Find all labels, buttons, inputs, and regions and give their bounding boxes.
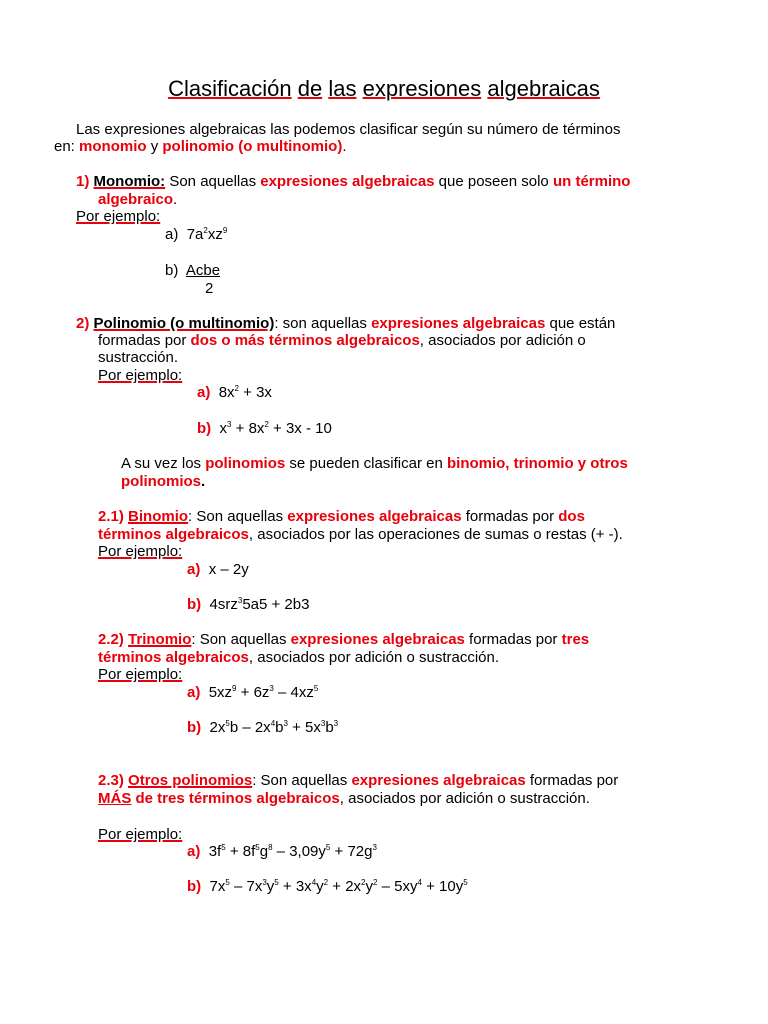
example-label: b) — [197, 420, 212, 437]
subclass-intro-line-2 — [121, 473, 205, 491]
intro-line-1 — [76, 121, 620, 139]
expr-part: – 7x — [229, 878, 263, 895]
expr-part: + 72g — [330, 843, 373, 860]
subclass-intro-line-1 — [121, 455, 628, 473]
highlight-text: expresiones algebraicas — [290, 631, 465, 648]
section-text: se pueden clasificar en — [285, 455, 447, 472]
intro-text: en: — [54, 138, 80, 155]
expr-part: + 10y — [421, 878, 464, 895]
section-text: : Son aquellas — [252, 772, 352, 789]
highlight-text: dos — [558, 508, 585, 525]
section-1-line-1 — [76, 173, 630, 191]
por-ejemplo-label: Por ejemplo: — [98, 826, 183, 843]
section-text: formadas por — [525, 772, 619, 789]
intro-line-2 — [54, 138, 347, 156]
fraction-numerator: Acbe — [185, 262, 221, 279]
exponent: 5 — [225, 878, 230, 887]
expr-part: + 3x - 10 — [268, 420, 332, 437]
example-label: b) — [187, 596, 202, 613]
example-label: b) — [187, 719, 202, 736]
highlight-text: MÁS — [98, 790, 132, 807]
highlight-text: un término — [552, 173, 631, 190]
exponent: 3 — [262, 878, 267, 887]
exponent: 5 — [274, 878, 279, 887]
highlight-text: algebraico — [98, 191, 174, 208]
section-text: , asociados por las operaciones de sumas o restas (+ -). — [248, 526, 623, 543]
section-number: 2.2) — [98, 631, 124, 648]
highlight-text: polinomios — [205, 455, 286, 472]
section-text: que poseen solo — [434, 173, 553, 190]
section-number: 2.1) — [98, 508, 124, 525]
example-a — [187, 843, 377, 861]
example-label: b) — [165, 262, 179, 279]
intro-text: Las expresiones algebraicas las podemos clasificar según su número de términos — [76, 121, 621, 138]
expr-part: – 4xz — [273, 684, 314, 701]
highlight-text: términos algebraicos — [98, 526, 249, 543]
highlight-text: tres — [561, 631, 590, 648]
exponent: 3 — [237, 596, 243, 605]
title-word: las — [328, 76, 357, 101]
exponent: 2 — [361, 878, 366, 887]
highlight-text: binomio, trinomio y otros — [446, 455, 628, 472]
expr-part: – 3,09y — [272, 843, 326, 860]
exponent: 5 — [313, 684, 319, 693]
expr-part: + 3x — [238, 384, 272, 401]
example-label: b) — [187, 878, 202, 895]
highlight-text: expresiones algebraicas — [260, 173, 435, 190]
section-text: . — [201, 473, 206, 490]
section-2-line-2 — [98, 332, 586, 350]
example-b — [187, 596, 309, 614]
section-text: que están — [545, 315, 616, 332]
highlight-text: de tres términos algebraicos — [131, 790, 340, 807]
example-b — [165, 262, 220, 280]
section-heading: Otros polinomios — [128, 772, 253, 789]
por-ejemplo-label: Por ejemplo: — [76, 208, 161, 225]
section-text: : Son aquellas — [191, 631, 291, 648]
example-a — [187, 561, 249, 579]
page-title — [0, 75, 768, 103]
section-text: , asociados por adición o — [419, 332, 586, 349]
section-heading: Monomio: — [93, 173, 166, 190]
expr-part: 4srz — [209, 596, 238, 613]
exponent: 3 — [320, 719, 326, 728]
expr-part: b – 2x — [229, 719, 271, 736]
example-b — [187, 719, 338, 737]
expr-part: y — [365, 878, 373, 895]
exponent: 5 — [255, 843, 260, 852]
highlight-text: expresiones algebraicas — [371, 315, 546, 332]
title-word: Clasificación — [168, 76, 292, 101]
exponent: 3 — [372, 843, 377, 852]
section-text: formadas por — [461, 508, 559, 525]
expr-part: 8x — [218, 384, 235, 401]
exponent: 5 — [225, 719, 230, 728]
title-word: algebraicas — [487, 76, 600, 101]
title-word: de — [297, 76, 323, 101]
section-text: formadas por — [464, 631, 562, 648]
por-ejemplo-label: Por ejemplo: — [98, 543, 183, 560]
expr-part: xz — [207, 226, 223, 243]
por-ejemplo-label: Por ejemplo: — [98, 367, 183, 384]
exponent: 5 — [221, 843, 226, 852]
example-label: a) — [187, 561, 201, 578]
section-2-2-line-1 — [98, 631, 589, 649]
exponent: 8 — [268, 843, 273, 852]
expr-part: 7a — [186, 226, 204, 243]
section-number: 1) — [76, 173, 90, 190]
expr-part: b — [275, 719, 284, 736]
intro-text: y — [146, 138, 163, 155]
expr-part: 5a5 + 2b3 — [242, 596, 310, 613]
example-a — [165, 226, 227, 244]
expr-part: b — [325, 719, 334, 736]
exponent: 3 — [333, 719, 339, 728]
exponent: 5 — [463, 878, 468, 887]
expr-part: x – 2y — [208, 561, 249, 578]
intro-text: . — [342, 138, 347, 155]
example-a — [187, 684, 318, 702]
section-number: 2) — [76, 315, 90, 332]
section-2-line-1 — [76, 315, 615, 333]
exponent: 2 — [372, 878, 378, 887]
section-2-line-3: sustracción. — [98, 349, 179, 366]
highlight-text: términos algebraicos — [98, 649, 249, 666]
section-2-3-line-1 — [98, 772, 618, 790]
example-b — [187, 878, 468, 896]
highlight-text: dos o más términos algebraicos — [190, 332, 420, 349]
title-word: expresiones — [362, 76, 482, 101]
exponent: 3 — [227, 420, 232, 429]
por-ejemplo-label: Por ejemplo: — [98, 666, 183, 683]
expr-part: g — [259, 843, 269, 860]
exponent: 3 — [283, 719, 288, 728]
section-2-1-line-1 — [98, 508, 585, 526]
section-text: , asociados por adición o sustracción. — [248, 649, 500, 666]
exponent: 3 — [269, 684, 274, 693]
expr-part: + 2x — [328, 878, 362, 895]
example-label: a) — [165, 226, 179, 243]
section-text: : Son aquellas — [188, 508, 288, 525]
section-2-2-line-2 — [98, 649, 499, 667]
section-number: 2.3) — [98, 772, 124, 789]
section-text: : son aquellas — [274, 315, 372, 332]
expr-part: 2x — [209, 719, 226, 736]
expr-part: 5xz — [208, 684, 233, 701]
example-label: a) — [187, 843, 201, 860]
highlight-text: expresiones algebraicas — [287, 508, 462, 525]
fraction-denominator: 2 — [205, 280, 214, 297]
exponent: 4 — [270, 719, 276, 728]
section-2-3-line-2 — [98, 790, 590, 808]
example-label: a) — [197, 384, 211, 401]
exponent: 9 — [222, 226, 228, 235]
exponent: 9 — [232, 684, 237, 693]
exponent: 2 — [264, 420, 269, 429]
exponent: 2 — [234, 384, 239, 393]
exponent: 2 — [203, 226, 208, 235]
section-heading: Binomio — [128, 508, 189, 525]
example-label: a) — [187, 684, 201, 701]
expr-part: + 8f — [225, 843, 256, 860]
section-heading: Polinomio (o multinomio) — [93, 315, 275, 332]
expr-part: 3f — [208, 843, 222, 860]
expr-part: y — [316, 878, 324, 895]
exponent: 2 — [323, 878, 329, 887]
section-1-line-2 — [98, 191, 177, 209]
section-text: A su vez los — [121, 455, 206, 472]
highlight-text: polinomios — [121, 473, 201, 490]
expr-part: + 8x — [231, 420, 265, 437]
section-text: formadas por — [98, 332, 191, 349]
expr-part: x — [219, 420, 228, 437]
exponent: 4 — [417, 878, 422, 887]
example-b — [197, 420, 332, 438]
section-text: Son aquellas — [165, 173, 261, 190]
expr-part: + 6z — [236, 684, 270, 701]
highlight-text: expresiones algebraicas — [351, 772, 526, 789]
example-a — [197, 384, 272, 402]
expr-part: + 3x — [278, 878, 312, 895]
section-text: , asociados por adición o sustracción. — [339, 790, 590, 807]
monomio-term: monomio — [79, 138, 147, 155]
section-text: . — [173, 191, 178, 208]
expr-part: + 5x — [287, 719, 321, 736]
expr-part: – 5xy — [377, 878, 418, 895]
polinomio-term: polinomio (o multinomio) — [162, 138, 343, 155]
exponent: 4 — [311, 878, 317, 887]
section-heading: Trinomio — [128, 631, 192, 648]
expr-part: 7x — [209, 878, 226, 895]
expr-part: y — [266, 878, 275, 895]
exponent: 5 — [325, 843, 331, 852]
section-2-1-line-2 — [98, 526, 623, 544]
